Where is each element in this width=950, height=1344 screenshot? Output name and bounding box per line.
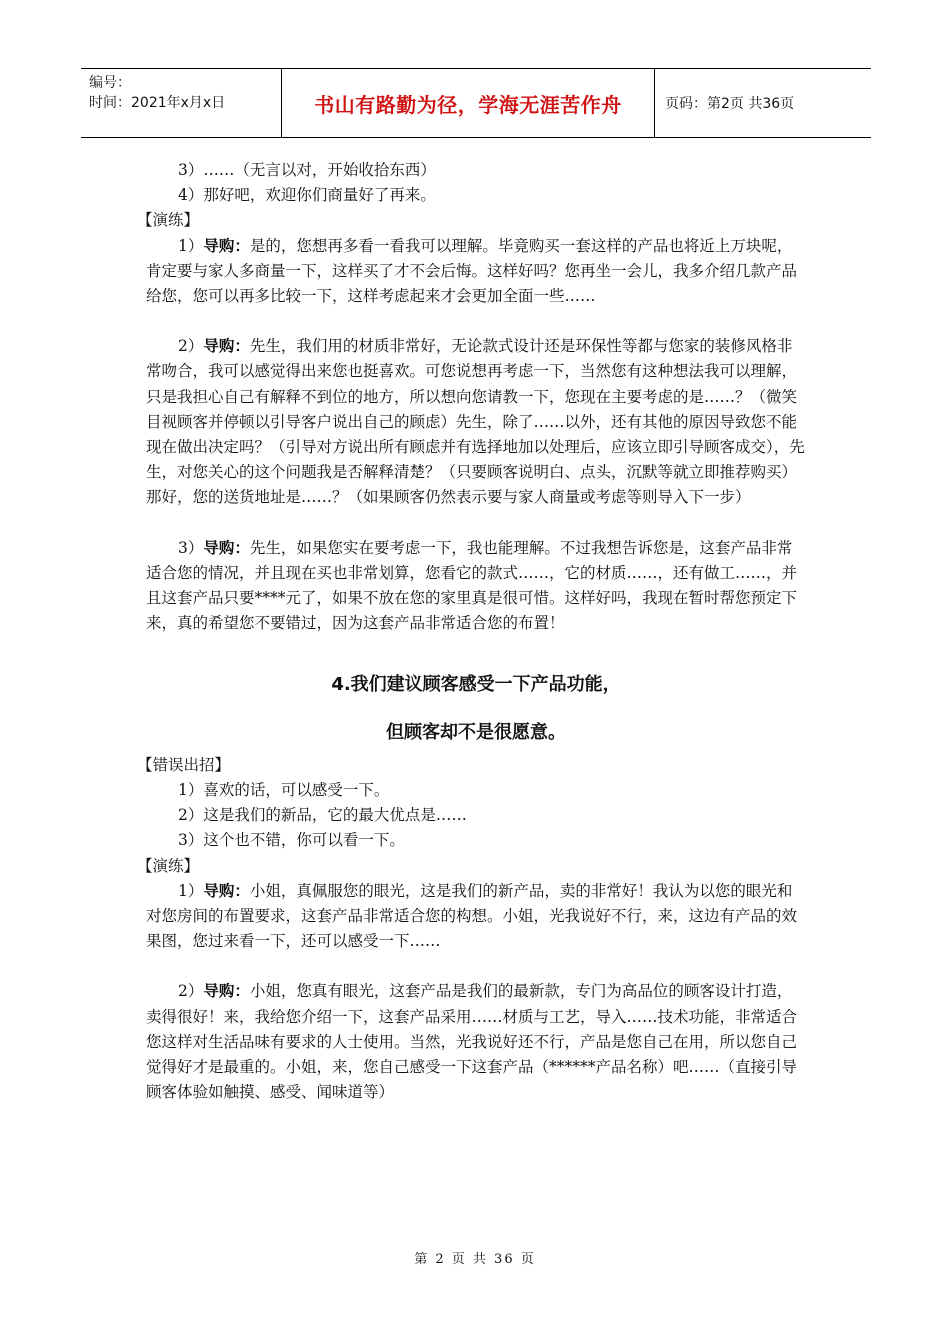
answer-text: 小姐，您真有眼光，这套产品是我们的最新款，专门为高品位的顾客设计打造，卖得很好！来，我给您介绍一下，这套产品采用……材质与工艺，导入……技术功能，非常适合您这样对生活品味有要求的人士使用。当然，光我说好还不行，产品是您自己在用，所以您自己觉得好才是最重的。小姐，来，您自己感受一下这套产品（******产品名称）吧……（直接引导顾客体验如触摸、感受、闻味道等） [146, 982, 798, 1102]
answer-paragraph [146, 979, 806, 1105]
answer-text: 先生，我们用的材质非常好，无论款式设计还是环保性等都与您家的装修风格非常吻合，我可以感觉得出来您也挺喜欢。可您说想再考虑一下，当然您有这种想法我可以理解，只是我担心自己有解释不到位的地方，所以想向您请教一下，您现在主要考虑的是……？（微笑目视顾客并停顿以引导客户说出自己的顾虑）先生，除了……以外，还有其他的原因导致您不能现在做出决定吗？（引导对方说出所有顾虑并有选择地加以处理后，应该立即引导顾客成交），先生，对您关心的这个问题我是否解释清楚？（只要顾客说明白、点头，沉默等就立即推荐购买）那好，您的送货地址是……？（如果顾客仍然表示要与家人商量或考虑等则导入下一步） [146, 337, 805, 507]
answer-paragraph [146, 334, 806, 510]
list-item: 4）那好吧，欢迎你们商量好了再来。 [178, 186, 436, 205]
list-item: 3）这个也不错，你可以看一下。 [178, 831, 405, 850]
practice-tag: 【演练】 [137, 211, 200, 230]
answer-number: 3） [178, 538, 204, 557]
answer-paragraph [146, 234, 806, 310]
answer-lead: 导购： [203, 337, 250, 356]
answer-lead: 导购： [203, 881, 250, 900]
mistake-tag: 【错误出招】 [137, 755, 231, 774]
header-number: 编号： [89, 75, 131, 91]
list-item: 3）……（无言以对，开始收拾东西） [178, 161, 436, 179]
page-header [81, 68, 871, 138]
section-title-line1: 4.我们建议顾客感受一下产品功能， [331, 674, 621, 696]
header-motto: 书山有路勤为径，学海无涯苦作舟 [282, 69, 655, 137]
answer-number: 2） [178, 337, 204, 356]
answer-lead: 导购： [203, 538, 250, 557]
answer-text: 先生，如果您实在要考虑一下，我也能理解。不过我想告诉您是，这套产品非常适合您的情况，并且现在买也非常划算，您看它的款式……，它的材质……，还有做工……，并且这套产品只要****元了，如果不放在您的家里真是很可惜。这样好吗，我现在暂时帮您预定下来，真的希望您不要错过，因为这套产品非常适合您的布置！ [146, 538, 798, 633]
list-item: 1）喜欢的话，可以感受一下。 [178, 781, 390, 800]
header-time: 时间：2021年x月x日 [89, 95, 226, 111]
list-item: 2）这是我们的新品，它的最大优点是…… [178, 806, 467, 825]
answer-text: 是的，您想再多看一看我可以理解。毕竟购买一套这样的产品也将近上万块呢，肯定要与家人多商量一下，这样买了才不会后悔。这样好吗？您再坐一会儿，我多介绍几款产品给您，您可以再多比较一下，这样考虑起来才会更加全面一些…… [146, 236, 798, 306]
answer-number: 1） [178, 881, 204, 900]
document-body [137, 158, 806, 1106]
answer-text: 小姐，真佩服您的眼光，这是我们的新产品，卖的非常好！我认为以您的眼光和对您房间的布置要求，这套产品非常适合您的构想。小姐，光我说好不行，来，这边有产品的效果图，您过来看一下，还可以感受一下…… [146, 881, 798, 951]
page-footer: 第 2 页 共 36 页 [414, 1252, 536, 1267]
answer-lead: 导购： [203, 982, 250, 1001]
header-meta [81, 69, 282, 137]
section-title-line2: 但顾客却不是很愿意。 [386, 721, 566, 743]
answer-number: 2） [178, 982, 204, 1001]
answer-number: 1） [178, 236, 204, 255]
header-page-info: 页码：第2页 共36页 [665, 96, 795, 112]
answer-paragraph [146, 536, 806, 637]
answer-paragraph [146, 879, 806, 955]
practice-tag: 【演练】 [137, 856, 200, 875]
answer-lead: 导购： [203, 236, 250, 255]
